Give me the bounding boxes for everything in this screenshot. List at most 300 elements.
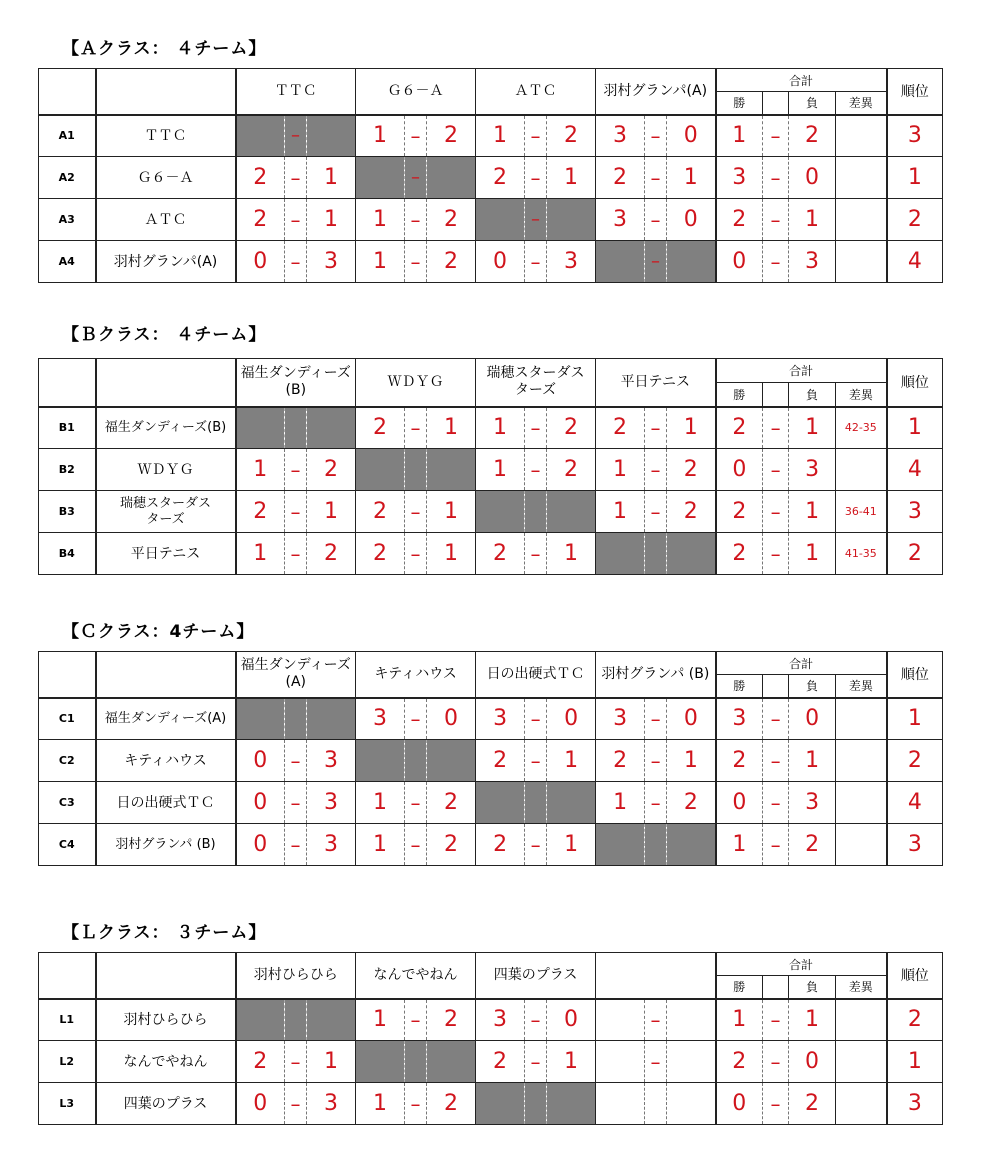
total-dash: – (763, 999, 789, 1041)
score-right: 3 (307, 824, 356, 866)
score-left: 1 (356, 199, 405, 241)
header-blank (96, 359, 236, 407)
score-left: 1 (596, 449, 645, 491)
score-right: 0 (547, 698, 596, 740)
total-losses: 1 (789, 740, 836, 782)
table-row (39, 449, 943, 491)
row-code: L1 (39, 999, 96, 1041)
row-code: B2 (39, 449, 96, 491)
total-dash: – (763, 740, 789, 782)
grey-cell (356, 740, 405, 782)
total-wins: 0 (716, 449, 763, 491)
total-wins: 2 (716, 533, 763, 575)
score-right: 0 (667, 199, 716, 241)
table-row (39, 241, 943, 283)
grey-cell (307, 407, 356, 449)
grey-cell (236, 698, 285, 740)
score-right: 1 (307, 199, 356, 241)
total-dash: – (763, 782, 789, 824)
grey-cell (356, 157, 405, 199)
score-left: 2 (476, 740, 525, 782)
row-code: C4 (39, 824, 96, 866)
win-header: 勝 (716, 92, 763, 115)
row-team-name: ＴＴＣ (96, 115, 236, 157)
game-diff (836, 241, 887, 283)
rank-value: 3 (887, 115, 943, 157)
grey-cell (307, 999, 356, 1041)
row-team-name: Ｇ６－Ａ (96, 157, 236, 199)
sum-header: 合計 (716, 69, 887, 92)
score-dash: – (525, 241, 547, 283)
total-losses: 3 (789, 241, 836, 283)
rank-value: 1 (887, 1041, 943, 1083)
score-left: 3 (476, 999, 525, 1041)
score-left: 1 (356, 241, 405, 283)
column-team-name: 瑞穂スターダス ターズ (476, 359, 596, 407)
total-wins: 1 (716, 824, 763, 866)
score-right: 1 (307, 491, 356, 533)
rank-value: 2 (887, 999, 943, 1041)
column-team-name: ＷＤＹＧ (356, 359, 476, 407)
game-diff (836, 999, 887, 1041)
total-dash: – (763, 407, 789, 449)
class-title: 【Ｂクラス： ４チーム】 (62, 325, 267, 345)
table-row (39, 1083, 943, 1125)
game-diff (836, 115, 887, 157)
total-losses: 1 (789, 407, 836, 449)
class-title: 【Ｌクラス： ３チーム】 (62, 923, 267, 943)
score-dash: – (405, 1083, 427, 1125)
grey-cell (596, 824, 645, 866)
score-dash: – (405, 115, 427, 157)
standings-table (38, 651, 943, 866)
row-team-name: ＡＴＣ (96, 199, 236, 241)
total-losses: 0 (789, 698, 836, 740)
game-diff (836, 740, 887, 782)
score-left: 2 (596, 407, 645, 449)
header-blank (96, 953, 236, 999)
score-right: 1 (307, 157, 356, 199)
game-diff (836, 157, 887, 199)
score-left: 1 (356, 782, 405, 824)
score-right: 1 (547, 157, 596, 199)
grey-cell (427, 157, 476, 199)
rank-value: 3 (887, 491, 943, 533)
diff-header: 差異 (836, 383, 887, 407)
total-wins: 2 (716, 199, 763, 241)
table-row (39, 115, 943, 157)
score-dash: – (285, 824, 307, 866)
score-left: 1 (356, 999, 405, 1041)
game-diff (836, 1041, 887, 1083)
grey-cell (596, 1083, 645, 1125)
total-wins: 1 (716, 115, 763, 157)
score-left: 2 (476, 533, 525, 575)
score-right: 0 (547, 999, 596, 1041)
score-dash: – (405, 533, 427, 575)
rank-header: 順位 (887, 953, 943, 999)
score-dash: – (285, 740, 307, 782)
score-right: 2 (427, 241, 476, 283)
score-left: 2 (476, 1041, 525, 1083)
rank-header: 順位 (887, 359, 943, 407)
row-code: C2 (39, 740, 96, 782)
total-losses: 0 (789, 1041, 836, 1083)
row-code: B3 (39, 491, 96, 533)
score-dash: – (645, 449, 667, 491)
score-dash: – (405, 407, 427, 449)
score-right: 1 (547, 824, 596, 866)
score-right: 2 (427, 999, 476, 1041)
score-dash: – (525, 157, 547, 199)
total-wins: 2 (716, 491, 763, 533)
score-dash: – (285, 782, 307, 824)
grey-cell: – (285, 115, 307, 157)
column-team-name: 羽村グランパ(A) (596, 69, 716, 115)
game-diff: 41-35 (836, 533, 887, 575)
grey-cell (405, 740, 427, 782)
score-dash: – (405, 782, 427, 824)
total-dash: – (763, 698, 789, 740)
row-code: B1 (39, 407, 96, 449)
game-diff (836, 698, 887, 740)
header-blank (39, 359, 96, 407)
score-dash: – (645, 157, 667, 199)
score-right: 2 (427, 199, 476, 241)
score-dash: – (645, 740, 667, 782)
score-right: 1 (427, 491, 476, 533)
dash-header (763, 976, 789, 999)
score-dash: – (645, 491, 667, 533)
total-dash: – (763, 491, 789, 533)
score-right: 1 (667, 157, 716, 199)
dash-header (763, 675, 789, 698)
rank-value: 3 (887, 1083, 943, 1125)
rank-value: 4 (887, 782, 943, 824)
score-left: 2 (236, 491, 285, 533)
grey-cell (525, 782, 547, 824)
column-team-name: 福生ダンディーズ (B) (236, 359, 356, 407)
score-left: 1 (236, 449, 285, 491)
score-dash: – (645, 199, 667, 241)
score-dash: – (525, 999, 547, 1041)
rank-value: 2 (887, 740, 943, 782)
grey-cell (476, 199, 525, 241)
total-dash: – (763, 1041, 789, 1083)
score-left: 1 (236, 533, 285, 575)
grey-cell (525, 1083, 547, 1125)
game-diff (836, 782, 887, 824)
table-row (39, 999, 943, 1041)
score-dash: – (285, 199, 307, 241)
column-team-name: 日の出硬式ＴＣ (476, 652, 596, 698)
score-right: 2 (427, 824, 476, 866)
total-wins: 1 (716, 999, 763, 1041)
sum-header: 合計 (716, 652, 887, 675)
rank-value: 1 (887, 157, 943, 199)
class-section (0, 918, 1000, 1128)
grey-cell: – (525, 199, 547, 241)
game-diff: 36-41 (836, 491, 887, 533)
game-diff (836, 449, 887, 491)
table-row (39, 740, 943, 782)
score-right: 1 (547, 533, 596, 575)
row-team-name: 四葉のプラス (96, 1083, 236, 1125)
score-dash: – (525, 698, 547, 740)
standings-table (38, 358, 943, 575)
row-code: A3 (39, 199, 96, 241)
sum-header: 合計 (716, 953, 887, 976)
row-team-name: 日の出硬式ＴＣ (96, 782, 236, 824)
rank-value: 1 (887, 407, 943, 449)
score-dash: – (285, 1041, 307, 1083)
table-row (39, 491, 943, 533)
score-left: 1 (356, 1083, 405, 1125)
row-team-name: 羽村グランパ (B) (96, 824, 236, 866)
column-team-name: 羽村ひらひら (236, 953, 356, 999)
grey-cell (645, 533, 667, 575)
score-dash: – (525, 115, 547, 157)
rank-value: 3 (887, 824, 943, 866)
score-right: 0 (667, 115, 716, 157)
total-losses: 3 (789, 449, 836, 491)
grey-cell (667, 1083, 716, 1125)
score-left: 2 (356, 491, 405, 533)
header-row (39, 652, 943, 675)
score-left: 1 (476, 115, 525, 157)
total-dash: – (763, 533, 789, 575)
score-left (596, 1041, 645, 1083)
grey-cell: – (645, 241, 667, 283)
column-team-name: Ｇ６－Ａ (356, 69, 476, 115)
grey-cell (285, 407, 307, 449)
score-dash: – (405, 999, 427, 1041)
rank-value: 1 (887, 698, 943, 740)
grey-cell (547, 491, 596, 533)
score-left: 2 (596, 157, 645, 199)
header-blank (96, 69, 236, 115)
lose-header: 負 (789, 92, 836, 115)
score-right: 2 (547, 449, 596, 491)
score-right: 2 (667, 491, 716, 533)
row-team-name: 羽村ひらひら (96, 999, 236, 1041)
grey-cell (596, 241, 645, 283)
row-code: B4 (39, 533, 96, 575)
grey-cell (547, 199, 596, 241)
score-left: 0 (236, 1083, 285, 1125)
score-right: 0 (427, 698, 476, 740)
table-row (39, 157, 943, 199)
score-right: 3 (307, 1083, 356, 1125)
row-code: C3 (39, 782, 96, 824)
score-right: 1 (667, 407, 716, 449)
grey-cell (307, 698, 356, 740)
score-dash: – (525, 533, 547, 575)
score-dash: – (285, 157, 307, 199)
header-blank (39, 69, 96, 115)
header-row (39, 69, 943, 92)
score-right: 2 (307, 533, 356, 575)
total-dash: – (763, 824, 789, 866)
standings-table (38, 952, 943, 1125)
grey-cell (476, 782, 525, 824)
score-left: 0 (236, 782, 285, 824)
row-code: A1 (39, 115, 96, 157)
score-dash: – (645, 115, 667, 157)
row-team-name: 平日テニス (96, 533, 236, 575)
column-team-name: 羽村グランパ (B) (596, 652, 716, 698)
score-left: 2 (476, 824, 525, 866)
header-row (39, 359, 943, 383)
game-diff (836, 1083, 887, 1125)
score-left: 3 (476, 698, 525, 740)
sum-header: 合計 (716, 359, 887, 383)
grey-cell (427, 740, 476, 782)
grey-cell (236, 999, 285, 1041)
header-blank (39, 953, 96, 999)
grey-cell (547, 782, 596, 824)
grey-cell (405, 1041, 427, 1083)
total-wins: 0 (716, 1083, 763, 1125)
score-right: 2 (547, 407, 596, 449)
header-row (39, 953, 943, 976)
total-wins: 3 (716, 698, 763, 740)
grey-cell (645, 1083, 667, 1125)
score-left: 0 (236, 241, 285, 283)
grey-cell (307, 115, 356, 157)
score-dash: – (525, 449, 547, 491)
grey-cell (667, 824, 716, 866)
total-wins: 0 (716, 241, 763, 283)
grey-cell (667, 241, 716, 283)
score-right: 2 (667, 449, 716, 491)
table-row (39, 698, 943, 740)
class-title: 【Ａクラス： ４チーム】 (62, 39, 267, 59)
header-blank (39, 652, 96, 698)
score-left (596, 999, 645, 1041)
table-row (39, 407, 943, 449)
grey-cell (476, 491, 525, 533)
score-right: 0 (667, 698, 716, 740)
column-team-name (596, 953, 716, 999)
total-dash: – (763, 449, 789, 491)
score-dash: – (285, 241, 307, 283)
total-dash: – (763, 115, 789, 157)
score-right: 3 (307, 782, 356, 824)
score-left: 2 (596, 740, 645, 782)
grey-cell (596, 533, 645, 575)
score-right: 2 (427, 1083, 476, 1125)
total-wins: 2 (716, 1041, 763, 1083)
total-wins: 2 (716, 740, 763, 782)
score-left: 2 (356, 533, 405, 575)
score-right: 1 (307, 1041, 356, 1083)
game-diff (836, 199, 887, 241)
score-left: 1 (476, 407, 525, 449)
row-code: A4 (39, 241, 96, 283)
score-dash: – (405, 241, 427, 283)
table-row (39, 782, 943, 824)
score-left: 3 (356, 698, 405, 740)
total-wins: 0 (716, 782, 763, 824)
row-team-name: 福生ダンディーズ(B) (96, 407, 236, 449)
total-dash: – (763, 199, 789, 241)
total-dash: – (763, 241, 789, 283)
grey-cell (285, 999, 307, 1041)
score-left: 1 (476, 449, 525, 491)
table-row (39, 824, 943, 866)
grey-cell (236, 115, 285, 157)
lose-header: 負 (789, 675, 836, 698)
table-row (39, 199, 943, 241)
column-team-name: ＡＴＣ (476, 69, 596, 115)
standings-table (38, 68, 943, 283)
class-section (0, 617, 1000, 869)
score-dash: – (525, 740, 547, 782)
score-dash: – (285, 491, 307, 533)
grey-cell (405, 449, 427, 491)
score-dash: – (285, 449, 307, 491)
score-dash: – (645, 999, 667, 1041)
score-right: 1 (427, 407, 476, 449)
score-dash: – (645, 1041, 667, 1083)
score-left: 3 (596, 115, 645, 157)
score-left: 3 (596, 199, 645, 241)
rank-header: 順位 (887, 652, 943, 698)
score-dash: – (405, 698, 427, 740)
win-header: 勝 (716, 675, 763, 698)
row-code: A2 (39, 157, 96, 199)
score-right: 3 (547, 241, 596, 283)
rank-value: 2 (887, 533, 943, 575)
score-right: 1 (547, 1041, 596, 1083)
diff-header: 差異 (836, 976, 887, 999)
score-dash: – (405, 199, 427, 241)
score-left: 0 (236, 824, 285, 866)
row-team-name: 瑞穂スターダス ターズ (96, 491, 236, 533)
score-dash: – (405, 824, 427, 866)
score-right: 2 (547, 115, 596, 157)
row-code: L3 (39, 1083, 96, 1125)
score-right: 2 (307, 449, 356, 491)
score-right (667, 1041, 716, 1083)
score-left: 0 (236, 740, 285, 782)
score-right: 1 (667, 740, 716, 782)
row-team-name: ＷＤＹＧ (96, 449, 236, 491)
score-left: 2 (236, 1041, 285, 1083)
table-row (39, 1041, 943, 1083)
dash-header (763, 92, 789, 115)
rank-header: 順位 (887, 69, 943, 115)
header-blank (96, 652, 236, 698)
total-wins: 2 (716, 407, 763, 449)
grey-cell (547, 1083, 596, 1125)
score-right: 2 (667, 782, 716, 824)
grey-cell (285, 698, 307, 740)
total-losses: 2 (789, 115, 836, 157)
grey-cell (236, 407, 285, 449)
class-section (0, 320, 1000, 578)
grey-cell (356, 449, 405, 491)
score-right: 2 (427, 115, 476, 157)
column-team-name: 四葉のプラス (476, 953, 596, 999)
win-header: 勝 (716, 383, 763, 407)
column-team-name: キティハウス (356, 652, 476, 698)
row-team-name: キティハウス (96, 740, 236, 782)
column-team-name: なんでやねん (356, 953, 476, 999)
row-code: C1 (39, 698, 96, 740)
score-right: 2 (427, 782, 476, 824)
